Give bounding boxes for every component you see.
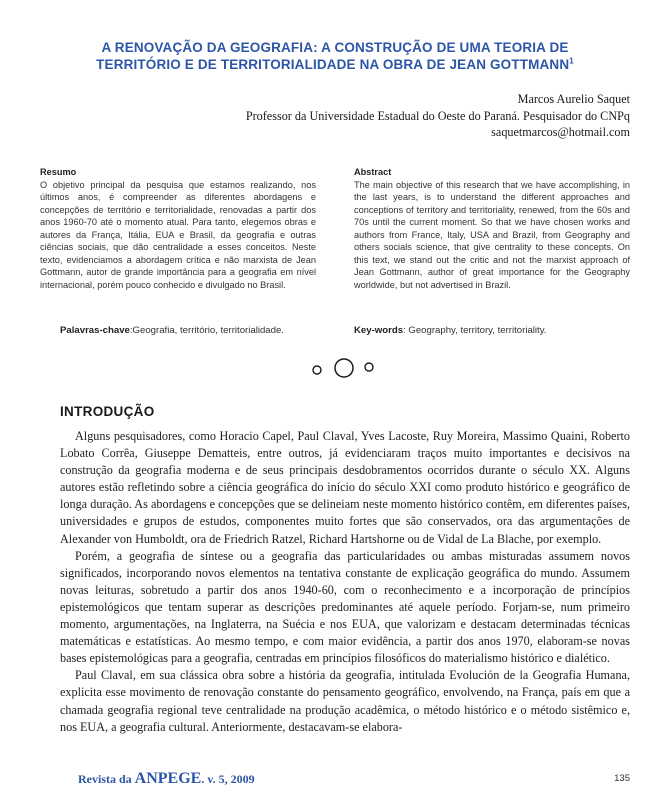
resumo-heading: Resumo bbox=[40, 167, 77, 177]
page-number: 135 bbox=[614, 773, 630, 784]
title-footnote-mark[interactable]: 1 bbox=[569, 56, 574, 66]
resumo-keywords-text: :Geografia, território, territorialidade. bbox=[129, 325, 284, 336]
introduction-body bbox=[60, 428, 630, 736]
author-name: Marcos Aurelio Saquet bbox=[517, 92, 630, 106]
abstract-column bbox=[354, 166, 630, 291]
ornament-large-circle bbox=[335, 359, 353, 377]
title-line-2 bbox=[40, 56, 630, 73]
author-affiliation: Professor da Universidade Estadual do Oeste do Paraná. Pesquisador do CNPq bbox=[245, 108, 630, 123]
resumo-keywords-label: Palavras-chave bbox=[60, 325, 130, 336]
abstract-heading: Abstract bbox=[354, 167, 392, 177]
abstract-body: The main objective of this research that we have accomplishing, in the last years, is to understand the different approaches and conceptions of territory and territoriality, renewed, from the 60s and 70s until the current moment. So that we have chosen works and authors from France, Italy, USA and Brazil, from Geography and others socials science, that give centrality to these concepts. On this text, we stand out the critic and not the marxist approach of Jean Gottmann, author of great importance for the Geography worldwide, but not advertised in Brazil. bbox=[354, 179, 630, 290]
paragraph-2: Porém, a geografia de síntese ou a geografia das particularidades ou ambas misturadas assumem novos significados, incorporando novos elementos na tentativa constante de explicação geográfica do mundo. Assumem novas leituras, sobretudo a partir dos anos 1940-60, com o reconhecimento e a incorporação de princípios epistemológicos que tentam superar as descrições predominantes até aquele período. Forjam-se, num primeiro momento, argumentações, na Inglaterra, na Suécia e nos EUA, que valorizam e destacam determinadas técnicas matemáticas e estatísticas. Ao mesmo tempo, e com maior evidência, a partir dos anos 1970, elaboram-se novas bases epistemológicas para a geografia, centradas em princípios filosóficos do materialismo histórico e dialético. bbox=[60, 548, 630, 666]
footer-journal-citation bbox=[78, 770, 255, 788]
title-line-1: A RENOVAÇÃO DA GEOGRAFIA: A CONSTRUÇÃO DE UMA TEORIA DE bbox=[101, 40, 569, 55]
resumo-body: O objetivo principal da pesquisa que estamos realizando, nos últimos anos, é compreender as diferentes abordagens e concepções de território e territorialidade, renovadas a partir dos anos 1960-70 até o momento atual. Para tanto, elegemos obras e autores da França, Itália, EUA e Brasil, da geografia e outras ciências sociais, que dão centralidade a esses conceitos. Neste texto, evidenciamos a abordagem crítica e não marxista de Jean Gottmann, autor de grande importância para a geografia em nível internacional, porém pouco conhecido e divulgado no Brasil. bbox=[40, 179, 316, 290]
abstract-keywords-text: : Geography, territory, territoriality. bbox=[403, 325, 547, 336]
ornament-small-circle-left bbox=[313, 366, 321, 374]
footer-journal-prefix: Revista da bbox=[78, 772, 135, 786]
section-heading-introducao: INTRODUÇÃO bbox=[60, 404, 155, 419]
title-line-2-text: TERRITÓRIO E DE TERRITORIALIDADE NA OBRA DE JEAN GOTTMANN bbox=[96, 57, 570, 72]
footer-journal-suffix: . v. 5, 2009 bbox=[201, 772, 255, 786]
author-email[interactable]: saquetmarcos@hotmail.com bbox=[491, 125, 630, 139]
footer-journal-name: ANPEGE bbox=[134, 770, 202, 787]
resumo-keywords bbox=[60, 325, 284, 336]
resumo-column bbox=[40, 166, 316, 291]
paragraph-3: Paul Claval, em sua clássica obra sobre a história da geografia, intitulada Evolución de la Geografia Humana, explicita esse movimento de renovação constante do pensamento geográfico, envolvendo, na França, país em que a chamada geografia regional teve centralidade na produção acadêmica, o método histórico e o método sistêmico e, nos EUA, a geografia cultural. Anteriormente, destacavam-se elabora- bbox=[60, 668, 630, 734]
article-title bbox=[40, 39, 630, 73]
ornament-small-circle-right bbox=[365, 363, 373, 371]
paragraph-1: Alguns pesquisadores, como Horacio Capel, Paul Claval, Yves Lacoste, Ruy Moreira, Massimo Quaini, Roberto Lobato Corrêa, Giuseppe Dematteis, entre outros, já evidenciaram traços muito importantes e decisivos na construção da geografia moderna e de seus principais desdobramentos ocorridos durante o século XX. Alguns autores estão refletindo sobre a ciência geográfica do início do século XXI como produto histórico e geográfico de longa duração. As abordagens e concepções que se delineiam neste momento histórico contêm, em diferentes países, universidades e grupos de estudos, componentes muito fortes que são conservados, ora das argumentações de Alexander von Humboldt, ora de Friedrich Ratzel, Richard Hartshorne ou de Vidal de La Blache, por exemplo. bbox=[60, 429, 630, 546]
author-block bbox=[170, 91, 630, 141]
abstract-keywords bbox=[354, 325, 546, 336]
abstract-keywords-label: Key-words bbox=[354, 325, 404, 336]
three-circles-ornament-icon bbox=[309, 356, 379, 382]
